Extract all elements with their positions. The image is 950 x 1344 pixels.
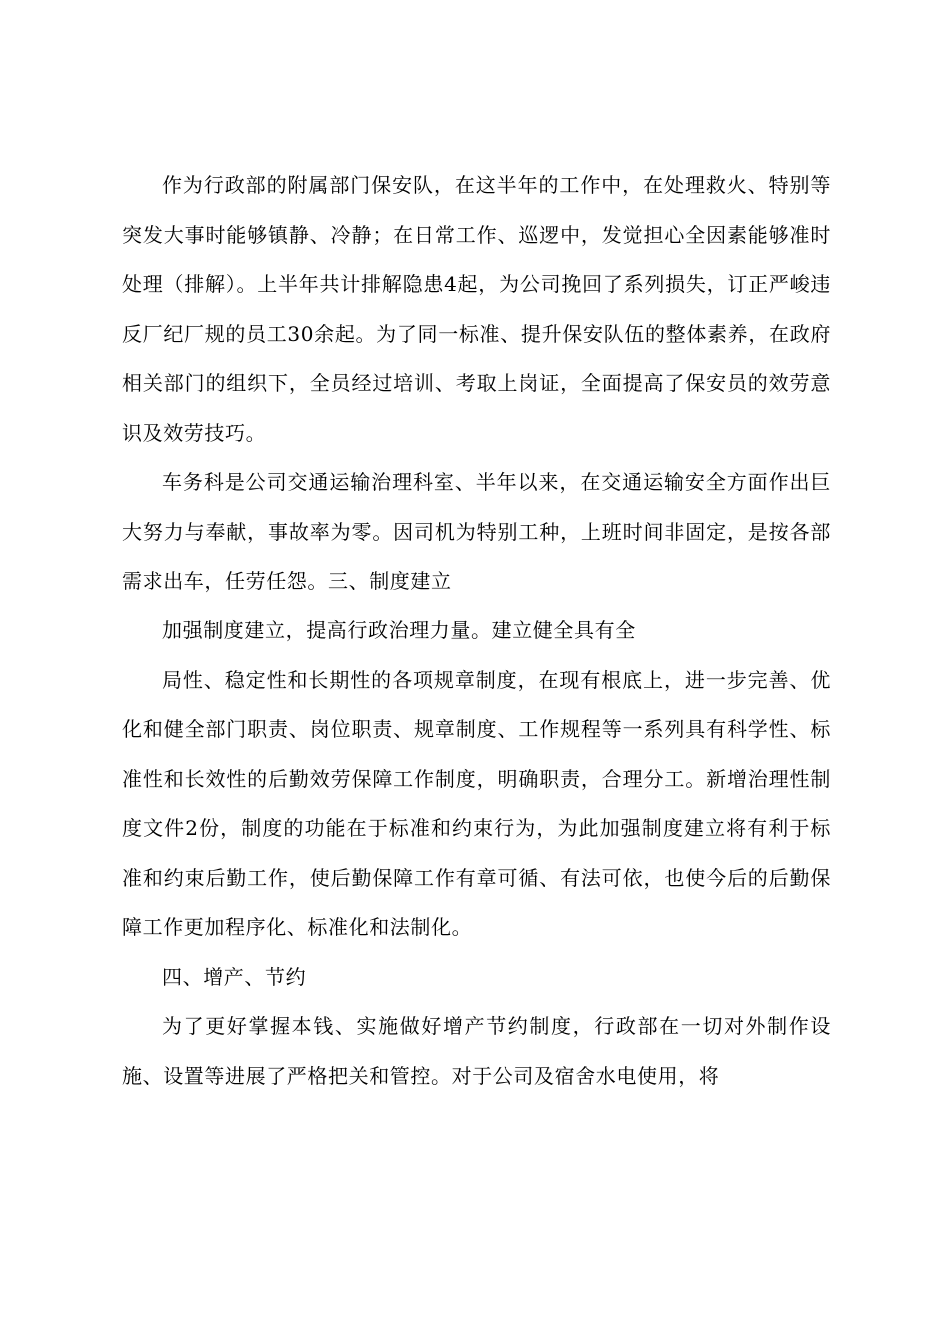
section-heading-saving: 四、增产、节约: [162, 964, 307, 989]
paragraph-system-building-intro: 加强制度建立，提高行政治理力量。建立健全具有全: [162, 618, 636, 642]
document-page: [122, 161, 831, 1101]
paragraph-security-team: 作为行政部的附属部门保安队，在这半年的工作中，在处理救火、特别等突发大事时能够镇静、冷静；在日常工作、巡逻中，发觉担心全因素能够准时处理（排解）。上半年共计排解隐患4起，为公司挽回了系列损失，订正严峻违反厂纪厂规的员工30余起。为了同一标准、提升保安队伍的整体素养，在政府相关部门的组织下，全员经过培训、考取上岗证，全面提高了保安员的效劳意识及效劳技巧。: [122, 173, 831, 445]
paragraph-vehicle-section: 车务科是公司交通运输治理科室、半年以来，在交通运输安全方面作出巨大努力与奉献，事故率为零。因司机为特别工种，上班时间非固定，是按各部需求出车，任劳任怨。三、制度建立: [122, 470, 831, 593]
paragraph-system-building-detail: 局性、稳定性和长期性的各项规章制度，在现有根底上，进一步完善、优化和健全部门职责、岗位职责、规章制度、工作规程等一系列具有科学性、标准性和长效性的后勤效劳保障工作制度，明确职责，合理分工。新增治理性制度文件2份，制度的功能在于标准和约束行为，为此加强制度建立将有利于标准和约束后勤工作，使后勤保障工作有章可循、有法可依，也使今后的后勤保障工作更加程序化、标准化和法制化。: [122, 667, 831, 939]
paragraph-cost-saving: 为了更好掌握本钱、实施做好增产节约制度，行政部在一切对外制作设施、设置等进展了严格把关和管控。对于公司及宿舍水电使用，将: [122, 1014, 831, 1088]
